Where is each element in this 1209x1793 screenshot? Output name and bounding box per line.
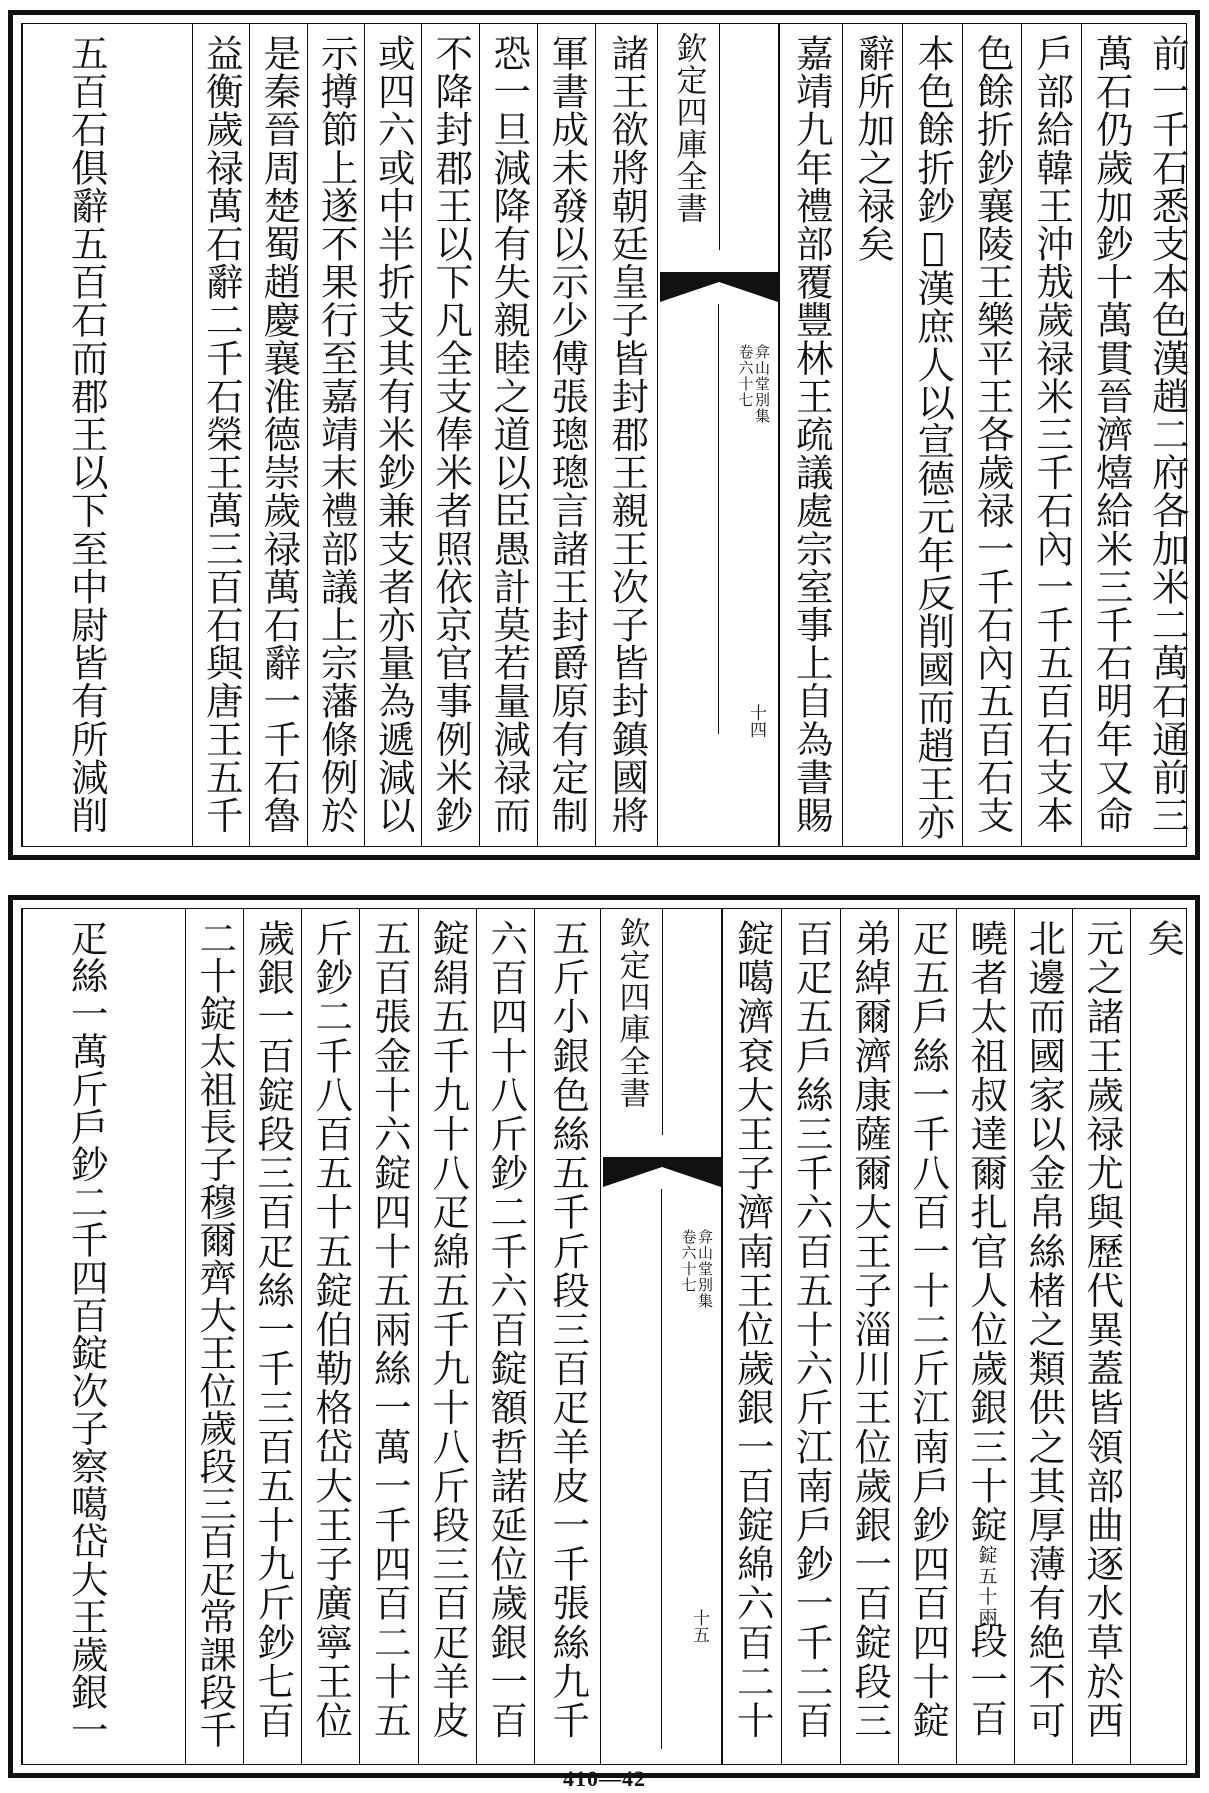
text-column: [301, 909, 359, 1764]
text-column: [421, 24, 479, 846]
column-text: 疋絲一萬斤戶鈔二千四百錠次子察噶岱大王歲銀一: [64, 919, 109, 1749]
text-column: [1140, 24, 1194, 846]
page-gutter: [600, 909, 722, 1764]
folio-number: 410—42: [563, 1766, 646, 1791]
column-text: 諸王欲將朝廷皇子皆封郡王親王次子皆封鎮國將: [605, 34, 650, 835]
column-text: 疋五戶絲一千八百一十二斤江南戶鈔四百四十錠: [906, 919, 951, 1741]
gutter-page-number: 十四: [746, 704, 766, 738]
text-column: [359, 909, 418, 1764]
text-column: [364, 24, 421, 846]
text-column: [1130, 909, 1194, 1764]
text-column: [243, 909, 301, 1764]
text-column: [185, 909, 243, 1764]
column-text: 錠絹五千九十八疋綿五千九十八斤段三百疋羊皮: [426, 919, 471, 1741]
column-text: 辭所加之禄矣: [851, 34, 896, 263]
column-text: 是秦晉周楚蜀趙慶襄淮德崇歲禄萬石辭一千石魯: [257, 34, 302, 835]
column-text: 或四六或中半折支其有米鈔兼支者亦量為遞減以: [371, 34, 416, 835]
text-column: [956, 909, 1014, 1764]
text-column: [840, 909, 898, 1764]
text-column: [779, 24, 842, 846]
bottom-page-text-area: [21, 908, 1187, 1765]
top-page-text-area: [21, 23, 1190, 847]
text-column: [307, 24, 364, 846]
column-text: 益衡歲禄萬石辭二千石榮王萬三百石與唐王五千: [199, 34, 244, 835]
text-column: [418, 909, 476, 1764]
text-column: [192, 24, 249, 846]
text-column: [781, 909, 840, 1764]
column-text: 示撙節上遂不果行至嘉靖末禮部議上宗藩條例於: [314, 34, 359, 835]
column-text: 色餘折鈔襄陵王樂平王各歲禄一千石內五百石支: [970, 34, 1015, 835]
column-tail-text: 段一百: [964, 1620, 1009, 1738]
text-column: [537, 24, 595, 846]
gutter-book-title: 欽定四庫全書: [613, 917, 650, 1109]
text-column: [902, 24, 962, 846]
gutter-book-title: 欽定四庫全書: [670, 32, 707, 224]
text-column: [249, 24, 307, 846]
gutter-collection: 弇山堂別集: [753, 344, 771, 424]
text-column: [1021, 24, 1081, 846]
text-column: [1081, 24, 1140, 846]
text-column: [722, 909, 781, 1764]
gutter-volume: 卷六十七: [736, 344, 755, 408]
text-column: [1014, 909, 1072, 1764]
fish-tail-mark: [660, 272, 778, 302]
column-text: 斤鈔二千八百五十五錠伯勒格岱大王子廣寧王位: [309, 919, 354, 1741]
gutter-collection-volume: [737, 344, 770, 424]
column-text: 萬石仍歲加鈔十萬貫晉濟熺給米三千石明年又命: [1089, 34, 1134, 835]
gutter-divider-line: [662, 909, 663, 1135]
column-main-text: 曉者太祖叔達爾扎官人位歲銀三十錠: [964, 919, 1009, 1545]
gutter-divider-line: [719, 24, 720, 250]
gutter-page-number: 十五: [689, 1609, 709, 1643]
text-column: [476, 909, 534, 1764]
gutter-collection-volume: [680, 1229, 713, 1309]
text-column: [534, 909, 600, 1764]
column-text: 嘉靖九年禮部覆豐林王疏議處宗室事上自為書賜: [789, 34, 834, 835]
column-text: 五百張金十六錠四十五兩絲一萬一千四百二十五: [367, 919, 412, 1741]
text-column: [22, 909, 185, 1764]
column-text: 百疋五戶絲三千六百五十六斤江南戶鈔一千二百: [789, 919, 834, 1741]
column-text: 北邊而國家以金帛絲楮之類供之其厚薄有絶不可: [1022, 919, 1067, 1741]
text-column: [595, 24, 657, 846]
column-text: 五百石俱辭五百石而郡王以下至中尉皆有所減削: [64, 34, 109, 835]
text-column: [22, 24, 192, 846]
column-text: 六百四十八斤鈔二千六百錠額哲諾延位歲銀一百: [484, 919, 529, 1741]
column-text: 矣: [1141, 919, 1186, 959]
gutter-collection: 弇山堂別集: [696, 1229, 714, 1309]
text-column: [898, 909, 956, 1764]
column-text: 元之諸王歲禄尤與歷代異蓋皆領部曲逐水草於西: [1080, 919, 1125, 1741]
column-text: 戶部給韓王沖㦲歲禄米三千石內一千五百石支本: [1030, 34, 1075, 835]
column-text: 錠噶濟袞大王子濟南王位歲銀一百錠綿六百二十: [730, 919, 775, 1741]
column-text: 不降封郡王以下凡全支俸米者照依京官事例米鈔: [429, 34, 474, 835]
inline-note: 錠五十兩: [975, 1544, 998, 1628]
column-text: 本色餘折鈔𤼵漢庶人以宣德元年反削國而趙王亦: [911, 34, 956, 841]
column-text: 軍書成未發以示少傅張璁璁言諸王封爵原有定制: [545, 34, 590, 835]
gutter-divider-line: [718, 304, 719, 734]
text-column: [479, 24, 537, 846]
column-text: 二十錠太祖長子穆爾齊大王位歲段三百疋常課段千: [193, 919, 238, 1749]
column-text: 恐一旦減降有失親睦之道以臣愚計莫若量減禄而: [487, 34, 532, 835]
fish-tail-mark: [603, 1157, 721, 1187]
gutter-divider-line: [661, 1189, 662, 1749]
gutter-volume: 卷六十七: [679, 1229, 698, 1293]
text-column: [962, 24, 1021, 846]
bottom-page-frame: [8, 895, 1200, 1778]
text-column: [842, 24, 902, 846]
column-text: 弟綽爾濟康薩爾大王子淄川王位歲銀一百錠段三: [848, 919, 893, 1741]
column-text: 前一千石悉支本色漢趙二府各加米二萬石通前三: [1145, 34, 1190, 835]
column-text: 五斤小銀色絲五千斤段三百疋羊皮一千張絲九千: [546, 919, 591, 1741]
page-gutter: [657, 24, 779, 846]
column-text: 歲銀一百錠段三百疋絲一千三百五十九斤鈔七百: [251, 919, 296, 1741]
text-column: [1072, 909, 1130, 1764]
top-page-frame: [8, 10, 1200, 860]
column-text-with-note: [957, 919, 1014, 1738]
